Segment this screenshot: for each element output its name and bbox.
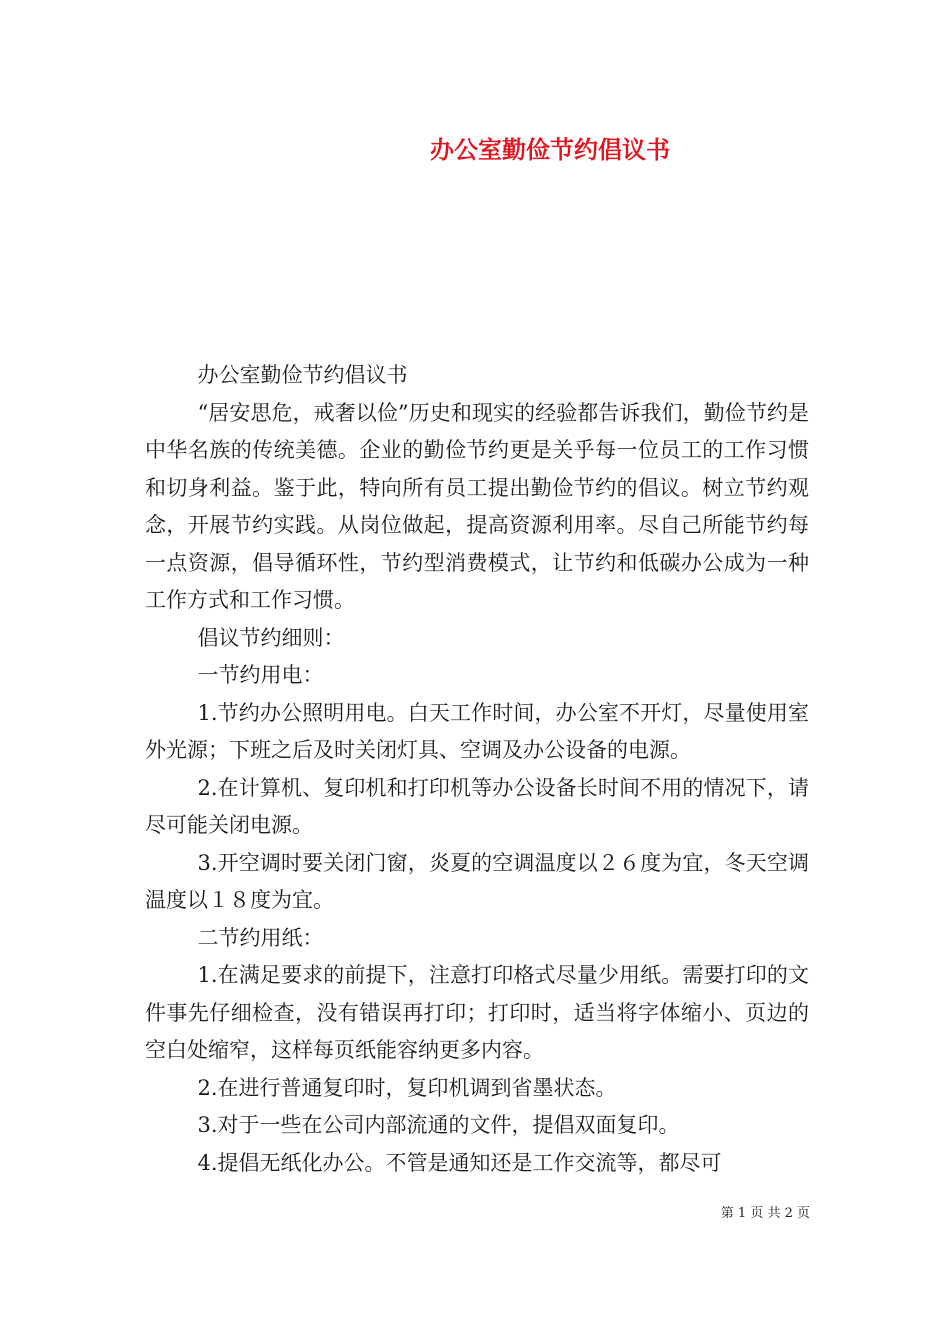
document-body <box>145 357 809 1182</box>
page-footer: 第 1 页 共 2 页 <box>720 1206 810 1221</box>
list-item: 1.节约办公照明用电。白天工作时间，办公室不开灯，尽量使用室外光源；下班之后及时关闭灯具、空调及办公设备的电源。 <box>145 700 809 762</box>
section-heading-paper: 二节约用纸： <box>197 925 324 950</box>
paragraph-intro: “居安思危，戒奢以俭”历史和现实的经验都告诉我们，勤俭节约是中华名族的传统美德。企业的勤俭节约更是关乎每一位员工的工作习惯和切身利益。鉴于此，特向所有员工提出勤俭节约的倡议。树立节约观念，开展节约实践。从岗位做起，提高资源利用率。尽自己所能节约每一点资源，倡导循环性，节约型消费模式，让节约和低碳办公成为一种工作方式和工作习惯。 <box>145 400 809 612</box>
list-item: 3.开空调时要关闭门窗，炎夏的空调温度以２６度为宜，冬天空调温度以１８度为宜。 <box>145 850 809 912</box>
list-item: 4.提倡无纸化办公。不管是通知还是工作交流等，都尽可 <box>197 1150 722 1175</box>
list-item: 1.在满足要求的前提下，注意打印格式尽量少用纸。需要打印的文件事先仔细检查，没有错误再打印；打印时，适当将字体缩小、页边的空白处缩窄，这样每页纸能容纳更多内容。 <box>145 963 809 1062</box>
document-title: 办公室勤俭节约倡议书 <box>430 135 670 164</box>
section-heading-electricity: 一节约用电： <box>197 663 324 687</box>
list-item: 3.对于一些在公司内部流通的文件，提倡双面复印。 <box>197 1113 680 1137</box>
list-item: 2.在计算机、复印机和打印机等办公设备长时间不用的情况下，请尽可能关闭电源。 <box>145 775 809 837</box>
paragraph-heading: 办公室勤俭节约倡议书 <box>197 363 408 387</box>
list-item: 2.在进行普通复印时，复印机调到省墨状态。 <box>197 1075 617 1100</box>
paragraph-rules-heading: 倡议节约细则： <box>197 625 345 650</box>
